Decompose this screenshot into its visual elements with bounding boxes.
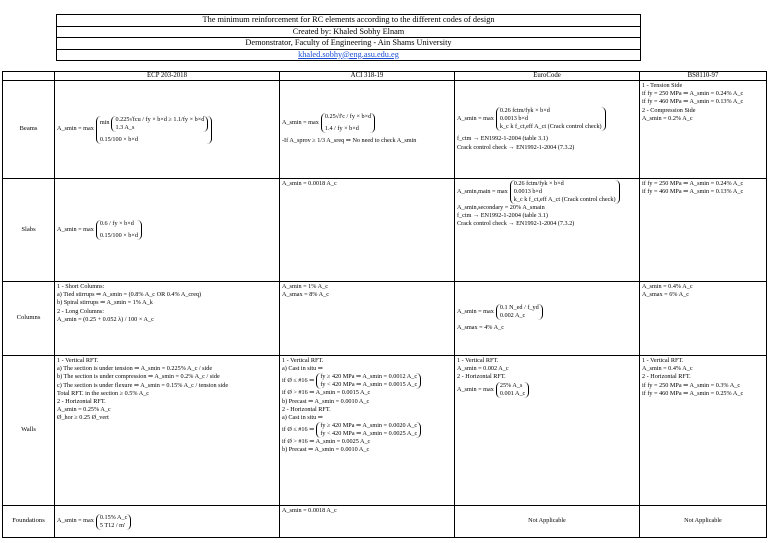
document-title: The minimum reinforcement for RC elements according to the different codes of design [57,15,640,27]
document-header [56,14,641,61]
cell-columns-euro: A_smin = max 0.1 N_ed / f_yd 0.002 A_c A_smax = 4% A_c [455,282,640,356]
cell-columns-bs: A_smin = 0.4% A_c A_smax = 6% A_c [640,282,767,356]
row-label-slabs: Slabs [3,179,55,282]
email-link[interactable]: khaled.sobhy@eng.asu.edu.eg [298,49,399,59]
corner-cell [3,72,55,81]
cell-columns-ecp: 1 - Short Columns: a) Tied stirrups ⇒ A_smin = (0.8% A_c OR 0.4% A_creq) b) Spiral stirrups ⇒ A_smin = 1% A_k 2 - Long Columns: A_smin = (0.25 + 0.052 λ) / 100 × A_c [55,282,280,356]
cell-foundations-euro: Not Applicable [455,506,640,538]
col-header-ecp: ECP 203-2018 [55,72,280,81]
table-header-row [3,72,767,81]
cell-foundations-ecp: A_smin = max 0.15% A_c 5 T12 / m' [55,506,280,538]
col-header-bs: BS8110-97 [640,72,767,81]
email-row [57,50,640,62]
row-label-beams: Beams [3,81,55,179]
cell-foundations-aci: A_smin = 0.0018 A_c [280,506,455,538]
reinforcement-table [2,71,767,538]
table-row-slabs [3,179,767,282]
col-header-aci: ACI 318-19 [280,72,455,81]
cell-slabs-aci: A_smin = 0.0018 A_c [280,179,455,282]
cell-slabs-ecp: A_smin = max 0.6 / fy × b×d 0.15/100 × b×d [55,179,280,282]
cell-walls-euro: 1 - Vertical RFT. A_smin = 0.002 A_c 2 - Horizontal RFT. A_smin = max 25% A_s 0.001 A_c [455,356,640,506]
row-label-walls: Walls [3,356,55,506]
cell-foundations-bs: Not Applicable [640,506,767,538]
cell-beams-aci: A_smin = max 0.25√f'c / fy × b×d 1.4 / fy × b×d -If A_sprov ≥ 1/3 A_sreq ⇒ No need to check A_smin [280,81,455,179]
table-row-walls [3,356,767,506]
cell-walls-ecp: 1 - Vertical RFT. a) The section is under tension ⇒ A_smin = 0.225% A_c / side b) The section is under compression ⇒ A_smin = 0.2% A_c / side c) The section is under flexure ⇒ A_smin = 0.15% A_c / tension side Total RFT. in the section ≥ 0.5% A_c 2 - Horizontal RFT. A_smin = 0.25% A_c Ø_hor ≥ 0.25 Ø_vert [55,356,280,506]
cell-beams-bs: 1 - Tension Side if fy = 250 MPa ⇒ A_smin = 0.24% A_c if fy = 460 MPa ⇒ A_smin = 0.13% A_c 2 - Compression Side A_smin = 0.2% A_c [640,81,767,179]
cell-walls-aci: 1 - Vertical RFT. a) Cast in situ ⇒ if Ø ≤ #16 ⇒ fy ≥ 420 MPa ⇒ A_smin = 0.0012 A_c fy < 420 MPa ⇒ A_smin = 0.0015 A_c if Ø > #16 ⇒ A_smin = 0.0015 A_c b) Precast ⇒ A_smin = 0.0010 A_c 2 - Horizontal RFT. a) Cast in situ ⇒ if Ø ≤ #16 ⇒ fy ≥ 420 MPa ⇒ A_smin = 0.0020 A_c fy < 420 MPa ⇒ A_smin = 0.0025 A_c if Ø > #16 ⇒ A_smin = 0.0025 A_c b) Precast ⇒ A_smin = 0.0010 A_c [280,356,455,506]
table-row-foundations [3,506,767,538]
author-line: Created by: Khaled Sobhy Elnam [57,27,640,39]
cell-slabs-euro: A_smin,main = max 0.26 fctm/fyk × b×d 0.0013 b×d k_c k f_ct,eff A_ct (Crack control check) A_smin,secondary = 20% A_smain f_ctm → EN1992-1-2004 (table 3.1) Crack control check → EN1992-1-2004 (7.3.2) [455,179,640,282]
cell-walls-bs: 1 - Vertical RFT. A_smin = 0.4% A_c 2 - Horizontal RFT. if fy = 250 MPa ⇒ A_smin = 0.3% A_c if fy = 460 MPa ⇒ A_smin = 0.25% A_c [640,356,767,506]
row-label-foundations: Foundations [3,506,55,538]
row-label-columns: Columns [3,282,55,356]
cell-slabs-bs: if fy = 250 MPa ⇒ A_smin = 0.24% A_c if fy = 460 MPa ⇒ A_smin = 0.13% A_c [640,179,767,282]
position-line: Demonstrator, Faculty of Engineering - Ain Shams University [57,38,640,50]
table-row-columns [3,282,767,356]
cell-columns-aci: A_smin = 1% A_c A_smax = 8% A_c [280,282,455,356]
table-row-beams [3,81,767,179]
col-header-euro: EuroCode [455,72,640,81]
cell-beams-ecp: A_smin = max min 0.225√fcu / fy × b×d ≥ 1.1/fy × b×d 1.3 A_s 0.15/100 × b×d [55,81,280,179]
cell-beams-euro: A_smin = max 0.26 fctm/fyk × b×d 0.0013 b×d k_c k f_ct,eff A_ct (Crack control check) f_ctm → EN1992-1-2004 (table 3.1) Crack control check → EN1992-1-2004 (7.3.2) [455,81,640,179]
